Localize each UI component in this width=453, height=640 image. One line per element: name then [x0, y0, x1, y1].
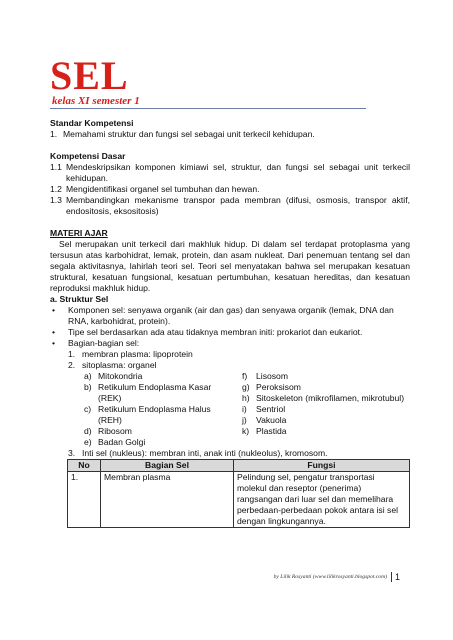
column-header: No	[68, 460, 101, 472]
item-text: Memahami struktur dan fungsi sel sebagai unit terkecil kehidupan.	[63, 129, 315, 139]
item-text: Retikulum Endoplasma Halus (REH)	[98, 404, 211, 425]
item-letter: a)	[84, 371, 92, 381]
item-text: Mendeskripsikan komponen kimiawi sel, struktur, dan fungsi sel sebagai unit terkecil kehidupan.	[66, 162, 410, 183]
footer-credit: by Lilik Rosyanti (www.lilikrosyanti.blogspot.com)	[273, 574, 387, 580]
item-text: Mengidentifikasi organel sel tumbuhan dan hewan.	[66, 184, 260, 194]
footer-divider	[391, 572, 392, 582]
list-item	[84, 426, 242, 437]
kompetensi-item	[50, 195, 410, 217]
item-text: Vakuola	[256, 415, 287, 425]
standar-item	[50, 129, 410, 140]
item-number: 1.	[50, 129, 58, 139]
cell-part-item	[50, 448, 410, 459]
section-a-heading: a. Struktur Sel	[50, 294, 109, 304]
item-text: Membandingkan mekanisme transpor pada membran (difusi, osmosis, transpor aktif, endositosis, eksositosis)	[66, 195, 410, 216]
list-item	[242, 426, 410, 437]
item-text: Plastida	[256, 426, 287, 436]
table-row	[68, 472, 410, 528]
item-letter: g)	[242, 382, 250, 392]
item-text: Mitokondria	[98, 371, 143, 381]
list-item	[242, 371, 410, 382]
page-number: 1	[394, 572, 400, 582]
bullet-icon: •	[52, 327, 56, 337]
table-cell: Pelindung sel, pengatur transportasi molekul dan reseptor (penerima) rangsangan dari luar sel dan memelihara perbedaan-perbedaan pokok antara isi sel dengan lingkungannya.	[234, 472, 410, 528]
cell-part-item	[50, 360, 410, 371]
bullet-text: Tipe sel berdasarkan ada atau tidaknya membran initi: prokariot dan eukariot.	[68, 327, 363, 337]
list-item	[242, 393, 410, 404]
list-item	[84, 382, 242, 404]
list-item	[50, 327, 410, 338]
list-item	[84, 404, 242, 426]
bullet-text: Bagian-bagian sel:	[68, 338, 140, 348]
list-item	[84, 371, 242, 382]
cell-function-table	[67, 459, 410, 528]
item-letter: c)	[84, 404, 92, 414]
item-letter: e)	[84, 437, 92, 447]
item-text: Ribosom	[98, 426, 132, 436]
list-item	[242, 415, 410, 426]
kompetensi-item	[50, 162, 410, 184]
organel-column-left	[84, 371, 242, 448]
item-letter: b)	[84, 382, 92, 392]
bullet-icon: •	[52, 305, 56, 315]
list-item	[50, 305, 410, 327]
cell-part-item	[50, 349, 410, 360]
item-text: Sentriol	[256, 404, 286, 414]
organel-list	[50, 371, 410, 448]
kompetensi-item	[50, 184, 410, 195]
standar-heading: Standar Kompetensi	[50, 118, 134, 128]
item-letter: j)	[242, 415, 247, 425]
page-footer	[240, 572, 400, 582]
bullet-icon: •	[52, 338, 56, 348]
list-item	[50, 338, 410, 349]
document-body	[50, 118, 410, 528]
item-number: 1.3	[50, 195, 62, 205]
item-text: Sitoskeleton (mikrofilamen, mikrotubul)	[256, 393, 405, 403]
title-divider	[50, 108, 366, 109]
item-number: 3.	[68, 448, 76, 458]
item-text: Lisosom	[256, 371, 288, 381]
table-cell: Membran plasma	[101, 472, 234, 528]
item-text: Retikulum Endoplasma Kasar (REK)	[98, 382, 212, 403]
item-number: 1.2	[50, 184, 62, 194]
materi-paragraph: Sel merupakan unit terkecil dari makhluk hidup. Di dalam sel terdapat protoplasma yang tersusun atas karbohidrat, lemak, protein, dan asam nukleat. Dari penemuan tentang sel dan segala aktivitasnya, lahirlah teori sel. Teori sel menyatakan bahwa sel merupakan kesatuan struktural, kesatuan fungsional, kesatuan pertumbuhan, kesatuan hereditas, dan kesatuan reproduksi makhluk hidup.	[50, 239, 410, 293]
page-title: SEL	[50, 53, 129, 98]
item-text: Badan Golgi	[98, 437, 146, 447]
item-letter: h)	[242, 393, 250, 403]
item-text: sitoplasma: organel	[82, 360, 157, 370]
organel-column-right	[242, 371, 410, 448]
table-header-row	[68, 460, 410, 472]
item-text: membran plasma: lipoprotein	[82, 349, 193, 359]
list-item	[84, 437, 242, 448]
item-letter: d)	[84, 426, 92, 436]
item-letter: f)	[242, 371, 248, 381]
list-item	[242, 382, 410, 393]
item-text: Inti sel (nukleus): membran inti, anak inti (nukleolus), kromosom.	[82, 448, 328, 458]
page-subtitle: kelas XI semester 1	[52, 95, 140, 107]
kompetensi-heading: Kompetensi Dasar	[50, 151, 126, 161]
item-number: 1.1	[50, 162, 62, 172]
item-number: 2.	[68, 360, 76, 370]
item-letter: i)	[242, 404, 247, 414]
materi-heading: MATERI AJAR	[50, 228, 108, 238]
item-number: 1.	[68, 349, 76, 359]
column-header: Bagian Sel	[101, 460, 234, 472]
table-cell: 1.	[68, 472, 101, 528]
list-item	[242, 404, 410, 415]
item-letter: k)	[242, 426, 250, 436]
column-header: Fungsi	[234, 460, 410, 472]
item-text: Peroksisom	[256, 382, 301, 392]
bullet-text: Komponen sel: senyawa organik (air dan gas) dan senyawa organik (lemak, DNA dan RNA, karbohidrat, protein).	[68, 305, 394, 326]
